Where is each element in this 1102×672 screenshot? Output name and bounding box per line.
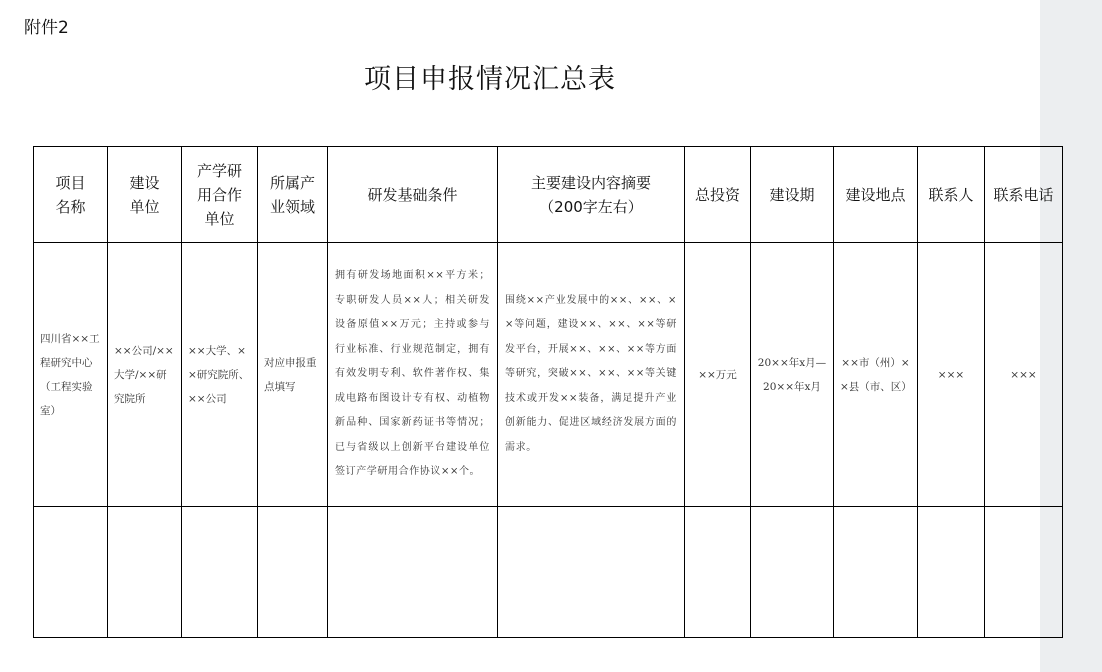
page-title: 项目申报情况汇总表 xyxy=(364,64,616,95)
header-contact: 联系人 xyxy=(918,147,985,243)
empty-cell xyxy=(751,507,834,638)
header-location: 建设地点 xyxy=(834,147,918,243)
empty-cell xyxy=(985,507,1063,638)
table-row-empty xyxy=(34,507,1063,638)
cell-investment: ××万元 xyxy=(685,243,751,507)
empty-cell xyxy=(834,507,918,638)
header-summary: 主要建设内容摘要 （200字左右） xyxy=(498,147,685,243)
header-industry: 所属产 业领域 xyxy=(258,147,328,243)
cell-period: 20××年x月— 20××年x月 xyxy=(751,243,834,507)
cell-coop-unit: ××大学、××研究院所、××公司 xyxy=(182,243,258,507)
cell-summary: 围绕××产业发展中的××、××、××等问题，建设××、××、××等研发平台，开展××、××、××等方面等研究，突破××、××、××等关键技术或开发××装备，满足提升产业创新能力、促进区域经济发展方面的需求。 xyxy=(498,243,685,507)
empty-cell xyxy=(34,507,108,638)
header-coop-unit: 产学研 用合作 单位 xyxy=(182,147,258,243)
header-rd-basis: 研发基础条件 xyxy=(328,147,498,243)
empty-cell xyxy=(498,507,685,638)
empty-cell xyxy=(685,507,751,638)
empty-cell xyxy=(108,507,182,638)
header-project-name: 项目 名称 xyxy=(34,147,108,243)
header-period: 建设期 xyxy=(751,147,834,243)
cell-phone: ××× xyxy=(985,243,1063,507)
cell-rd-basis: 拥有研发场地面积××平方米；专职研发人员××人；相关研发设备原值××万元；主持或参与行业标准、行业规范制定，拥有有效发明专利、软件著作权、集成电路布图设计专有权、动植物新品种、国家新药证书等情况；已与省级以上创新平台建设单位签订产学研用合作协议××个。 xyxy=(328,243,498,507)
empty-cell xyxy=(918,507,985,638)
table-header-row xyxy=(34,147,1063,243)
cell-project-name: 四川省××工程研究中心（工程实验室） xyxy=(34,243,108,507)
table-row xyxy=(34,243,1063,507)
cell-contact: ××× xyxy=(918,243,985,507)
summary-table xyxy=(33,146,1063,638)
cell-build-unit: ××公司/××大学/××研究院所 xyxy=(108,243,182,507)
empty-cell xyxy=(328,507,498,638)
empty-cell xyxy=(182,507,258,638)
header-investment: 总投资 xyxy=(685,147,751,243)
cell-location: ××市（州）××县（市、区） xyxy=(834,243,918,507)
cell-industry: 对应申报重点填写 xyxy=(258,243,328,507)
header-phone: 联系电话 xyxy=(985,147,1063,243)
attachment-label: 附件2 xyxy=(24,18,69,38)
empty-cell xyxy=(258,507,328,638)
header-build-unit: 建设 单位 xyxy=(108,147,182,243)
